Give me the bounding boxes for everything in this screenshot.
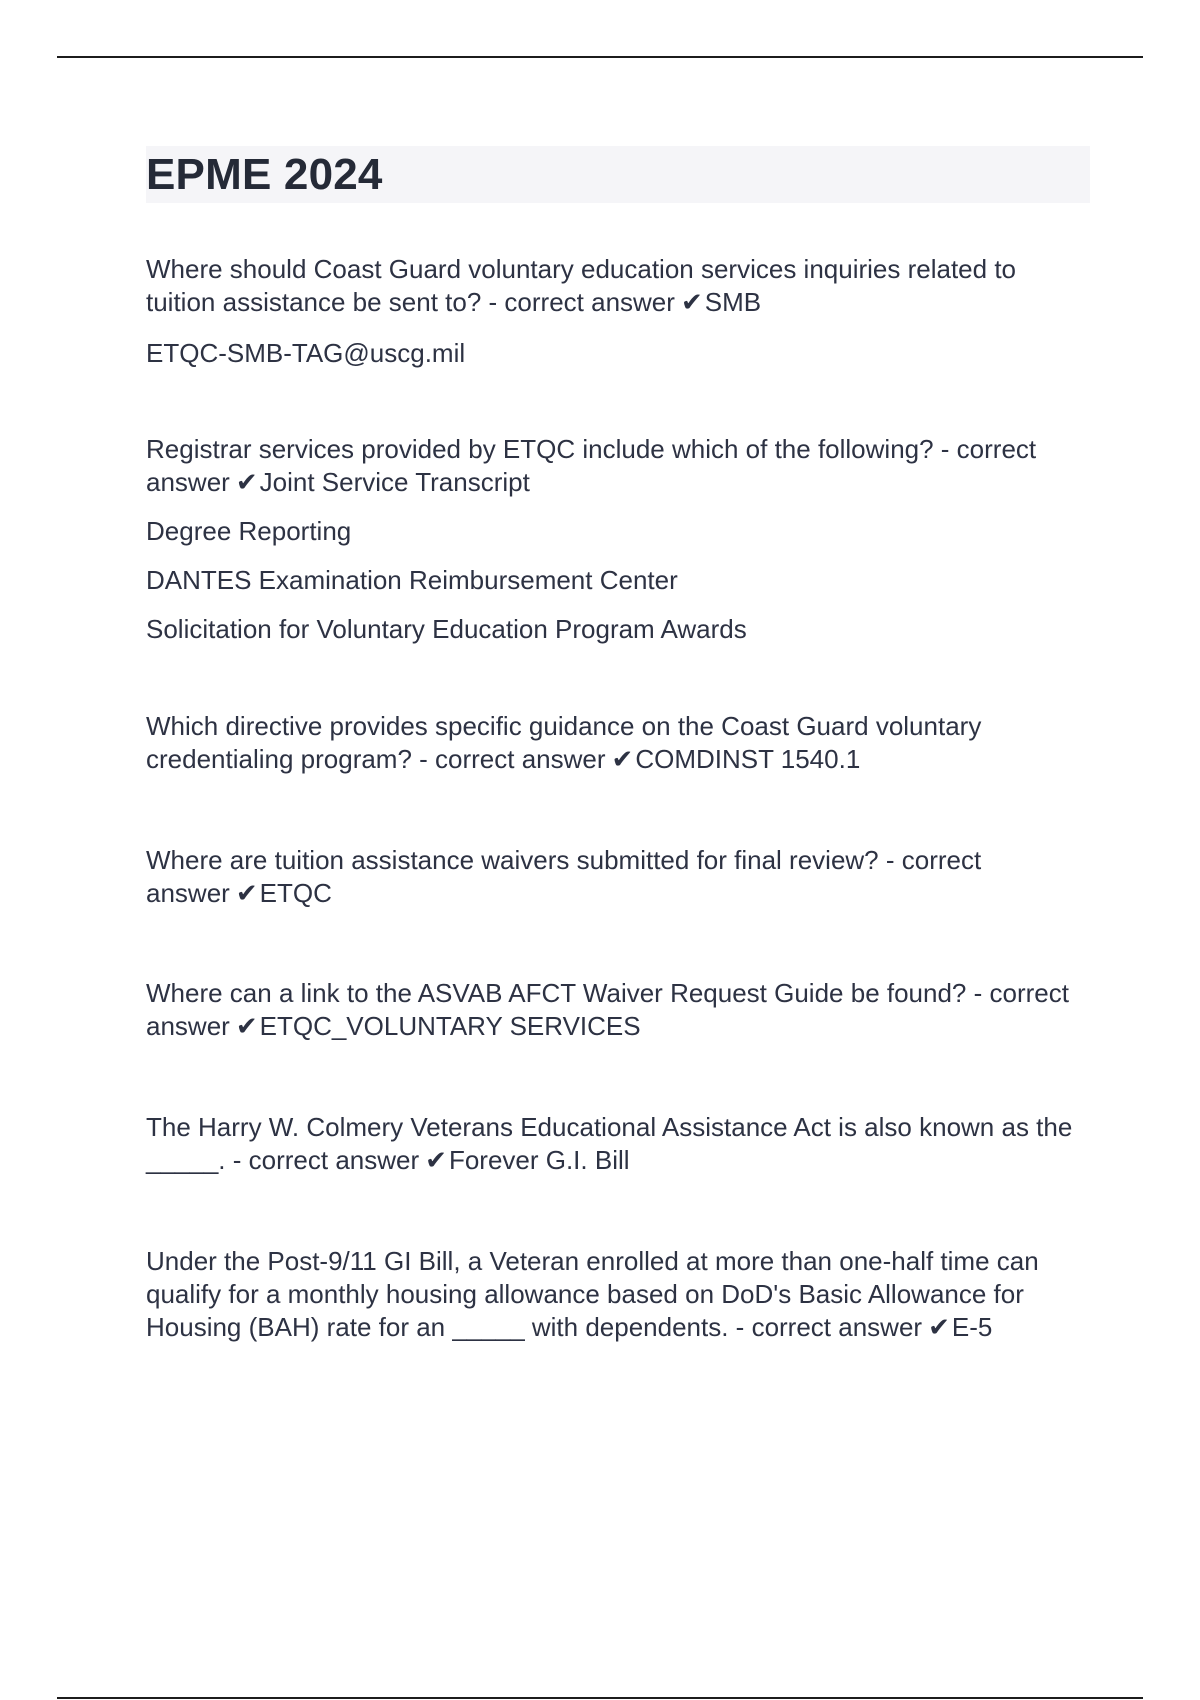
question: Under the Post-9/11 GI Bill, a Veteran enrolled at more than one-half time can qualify for a monthly housing allowance based on DoD's Basic Allowance for Housing (BAH) rate for an _____ with dependents. - correct answer (146, 1246, 1039, 1342)
answer-line: Solicitation for Voluntary Education Program Awards (146, 614, 747, 644)
answer: COMDINST 1540.1 (635, 744, 861, 774)
document-content (146, 146, 1090, 1344)
question-text (146, 977, 1090, 1043)
qa-item (146, 844, 1090, 910)
question: Where should Coast Guard voluntary education services inquiries related to tuition assistance be sent to? - correct answer (146, 254, 1017, 317)
top-divider (57, 56, 1143, 58)
checkmark-icon: ✔ (425, 1145, 447, 1175)
answer: E-5 (951, 1312, 993, 1342)
title-bar (146, 146, 1090, 203)
question-text (146, 844, 1090, 910)
question: Registrar services provided by ETQC include which of the following? - correct answer (146, 434, 1037, 497)
question: Which directive provides specific guidance on the Coast Guard voluntary credentialing program? - correct answer (146, 711, 982, 774)
question-text (146, 1111, 1090, 1177)
question: The Harry W. Colmery Veterans Educational Assistance Act is also known as the _____. - correct answer (146, 1112, 1073, 1175)
qa-item (146, 1111, 1090, 1177)
checkmark-icon: ✔ (611, 744, 634, 774)
qa-item (146, 977, 1090, 1043)
page-title: EPME 2024 (146, 149, 383, 199)
checkmark-icon: ✔ (235, 1011, 258, 1041)
checkmark-icon: ✔ (928, 1312, 950, 1342)
qa-item (146, 433, 1090, 646)
answer-line: Degree Reporting (146, 516, 352, 546)
question: Where are tuition assistance waivers submitted for final review? - correct answer (146, 845, 982, 908)
qa-item (146, 1245, 1090, 1344)
question-text (146, 253, 1090, 319)
answer-line: DANTES Examination Reimbursement Center (146, 565, 678, 595)
checkmark-icon: ✔ (235, 878, 258, 908)
checkmark-icon: ✔ (235, 467, 258, 497)
qa-item (146, 253, 1090, 370)
question: Where can a link to the ASVAB AFCT Waiver Request Guide be found? - correct answer (146, 978, 1069, 1041)
question-text (146, 710, 1090, 776)
question-text (146, 1245, 1090, 1344)
answer: ETQC (259, 878, 332, 908)
bottom-divider (57, 1697, 1143, 1699)
answer: ETQC_VOLUNTARY SERVICES (259, 1011, 641, 1041)
qa-item (146, 710, 1090, 776)
checkmark-icon: ✔ (680, 287, 703, 317)
answer: Joint Service Transcript (259, 467, 530, 497)
answer-line: ETQC-SMB-TAG@uscg.mil (146, 338, 466, 368)
answer: Forever G.I. Bill (448, 1145, 630, 1175)
answer: SMB (704, 287, 762, 317)
question-text (146, 433, 1090, 499)
